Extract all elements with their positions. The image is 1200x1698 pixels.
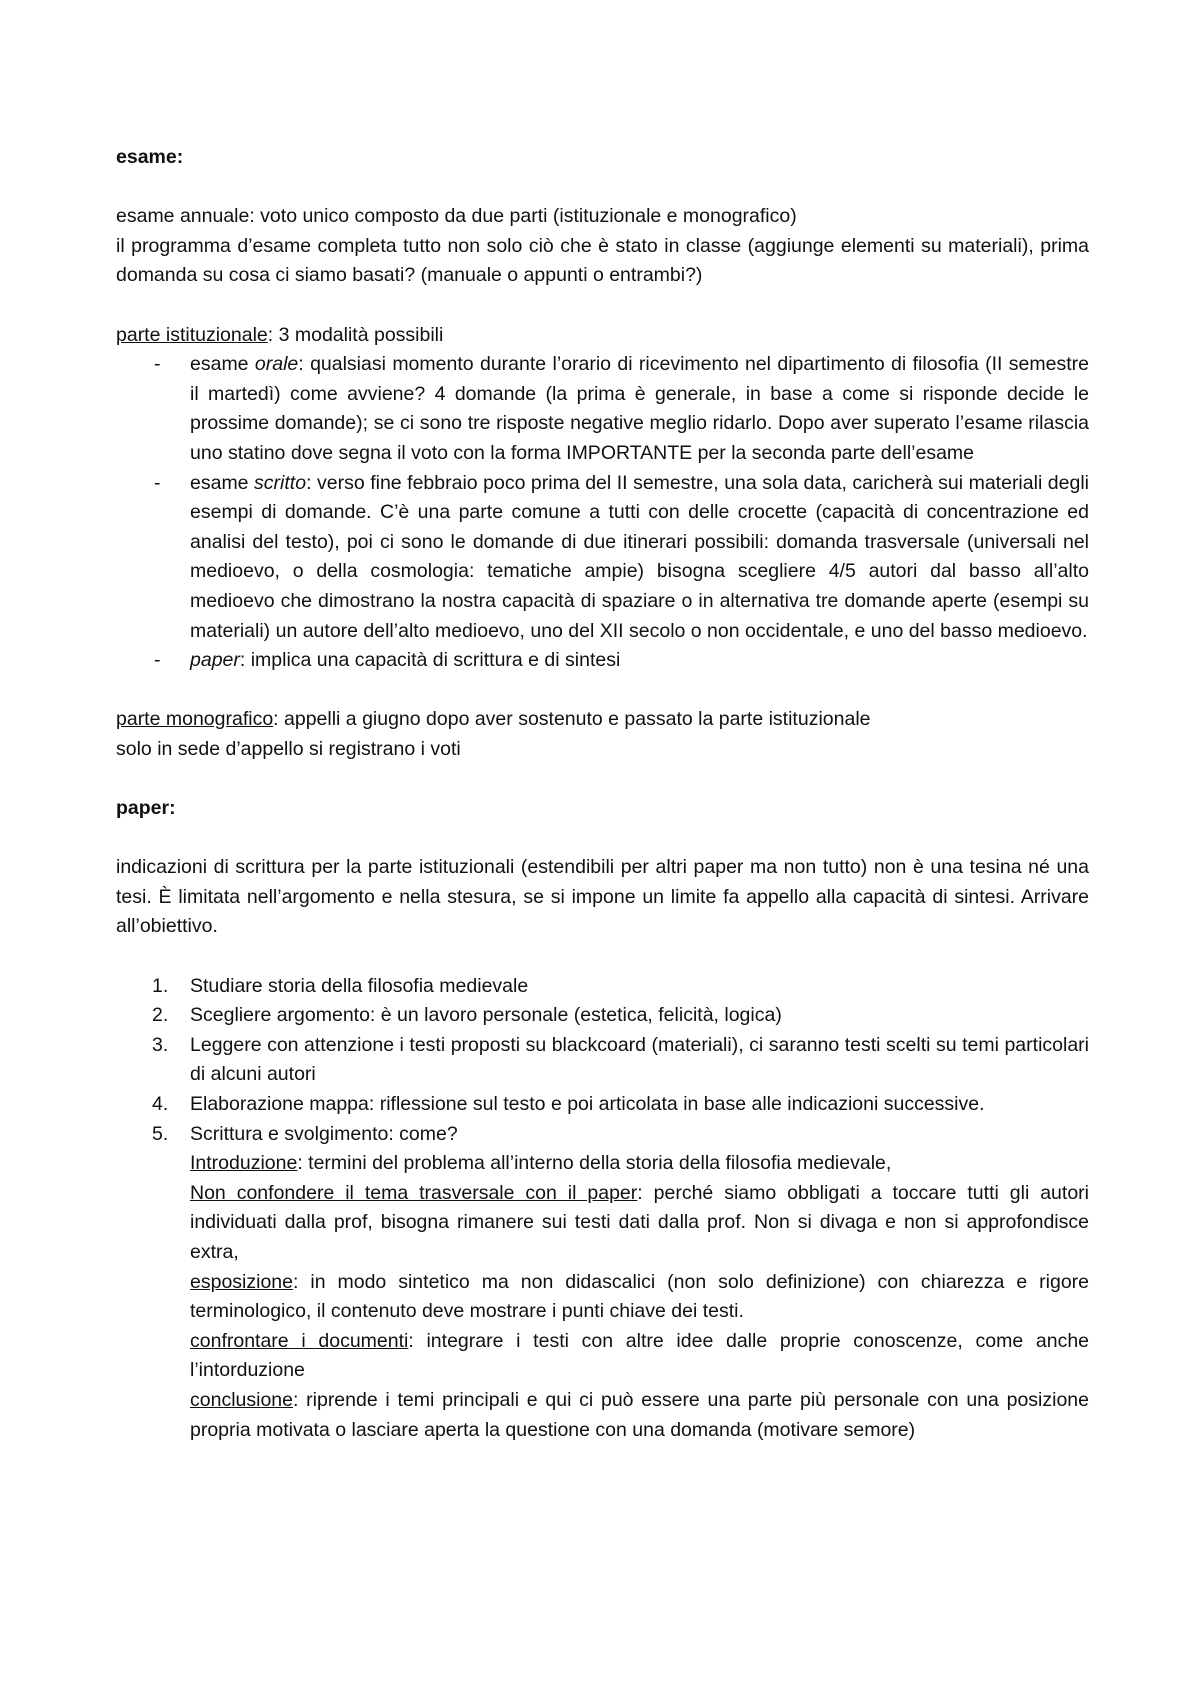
exam-heading: esame: [116, 146, 184, 168]
step-item: 3. Leggere con attenzione i testi proposti su blackcoard (materiali), ci saranno testi scelti su temi particolari di alcuni autori [152, 1033, 1089, 1086]
list-item-written: - esame scritto: verso fine febbraio poco prima del II semestre, una sola data, caricherà sui materiali degli esempi di domande. C’è una parte comune a tutti con delle crocette (capacità di concentrazione ed analisi del testo), poi ci sono le domande di due itinerari possibili: domanda trasversale (universali nel medioevo, o della cosmologia: tematiche ampie) bisogna scegliere 4/5 autori dal basso all’alto medioevo che dimostrano la nostra capacità di spaziare o in alternativa tre domande aperte (esempi su materiali) un autore dell’alto medioevo, uno del XII secolo o non occidentale, e uno del basso medioevo. [116, 469, 1089, 647]
dash-marker: - [154, 649, 161, 672]
paper-intro: indicazioni di scrittura per la parte istituzionali (estendibili per altri paper ma non tutto) non è una tesina né una tesi. È limitata nell’argomento e nella stesura, se si impone un limite fa appello alla capacità di sintesi. Arrivare all’obiettivo. [116, 856, 1089, 938]
step-item: 4. Elaborazione mappa: riflessione sul testo e poi articolata in base alle indicazioni successive. [152, 1093, 985, 1115]
dash-marker: - [154, 353, 161, 376]
monographic-rest: : appelli a giugno dopo aver sostenuto e passato la parte istituzionale [273, 708, 871, 731]
institutional-label: parte istituzionale [116, 323, 268, 346]
list-item-paper: - paper: implica una capacità di scrittura e di sintesi [116, 646, 1089, 676]
institutional-list [116, 350, 1089, 676]
dash-marker: - [154, 471, 161, 494]
institutional-rest: : 3 modalità possibili [267, 323, 444, 346]
step-item: 5. Scrittura e svolgimento: come? Introduzione: termini del problema all’interno della storia della filosofia medievale, Non confondere il tema trasversale con il paper: perché siamo obbligati a toccare tutti gli autori individuati dalla prof, bisogna rimanere sui testi dati dalla prof. Non si divaga e non si approfondisce extra, esposizione: in modo sintetico ma non didascalici (non solo definizione) con chiarezza e rigore terminologico, il contenuto deve mostrare i punti chiave dei testi. confrontare i documenti: integrare i testi con altre idee dalle proprie conoscenze, come anche l’intorduzione conclusione: riprende i temi principali e qui ci può essere una parte più personale con una posizione propria motivata o lasciare aperta la questione con una domanda (motivare semore) [116, 1120, 1089, 1446]
document-page [116, 143, 1089, 1445]
step-item: 1. Studiare storia della filosofia medievale [152, 974, 529, 997]
monographic-line-2: solo in sede d’appello si registrano i voti [116, 737, 461, 760]
exam-line-2: il programma d’esame completa tutto non solo ciò che è stato in classe (aggiunge elementi su materiali), prima domanda su cosa ci siamo basati? (manuale o appunti o entrambi?) [116, 234, 1089, 287]
monographic-heading [116, 705, 1089, 735]
paper-steps [116, 972, 1089, 1446]
sub-conclusione: conclusione: riprende i temi principali e qui ci può essere una parte più personale con una posizione propria motivata o lasciare aperta la questione con una domanda (motivare semore) [190, 1388, 1089, 1441]
sub-introduzione: Introduzione: termini del problema all’interno della storia della filosofia medievale, [190, 1152, 892, 1175]
list-item-oral: - esame orale: qualsiasi momento durante l’orario di ricevimento nel dipartimento di filosofia (II semestre il martedì) come avviene? 4 domande (la prima è generale, in base a come si risponde decide le prossime domande); se ci sono tre risposte negative meglio ridarlo. Dopo aver superato l’esame rilascia uno statino dove segna il voto con la forma IMPORTANTE per la seconda parte dell’esame [116, 350, 1089, 468]
paper-heading: paper: [116, 797, 176, 820]
sub-non-confondere: Non confondere il tema trasversale con il paper: perché siamo obbligati a toccare tutti gli autori individuati dalla prof, bisogna rimanere sui testi dati dalla prof. Non si divaga e non si approfondisce extra, [190, 1181, 1089, 1263]
step-item: 2. Scegliere argomento: è un lavoro personale (estetica, felicità, logica) [152, 1004, 782, 1027]
monographic-label: parte monografico [116, 708, 274, 731]
exam-line-1: esame annuale: voto unico composto da due parti (istituzionale e monografico) [116, 205, 797, 228]
institutional-heading [116, 321, 1089, 351]
sub-confrontare: confrontare i documenti: integrare i testi con altre idee dalle proprie conoscenze, come anche l’intorduzione [190, 1329, 1090, 1382]
sub-esposizione: esposizione: in modo sintetico ma non didascalici (non solo definizione) con chiarezza e rigore terminologico, il contenuto deve mostrare i punti chiave dei testi. [190, 1270, 1089, 1323]
